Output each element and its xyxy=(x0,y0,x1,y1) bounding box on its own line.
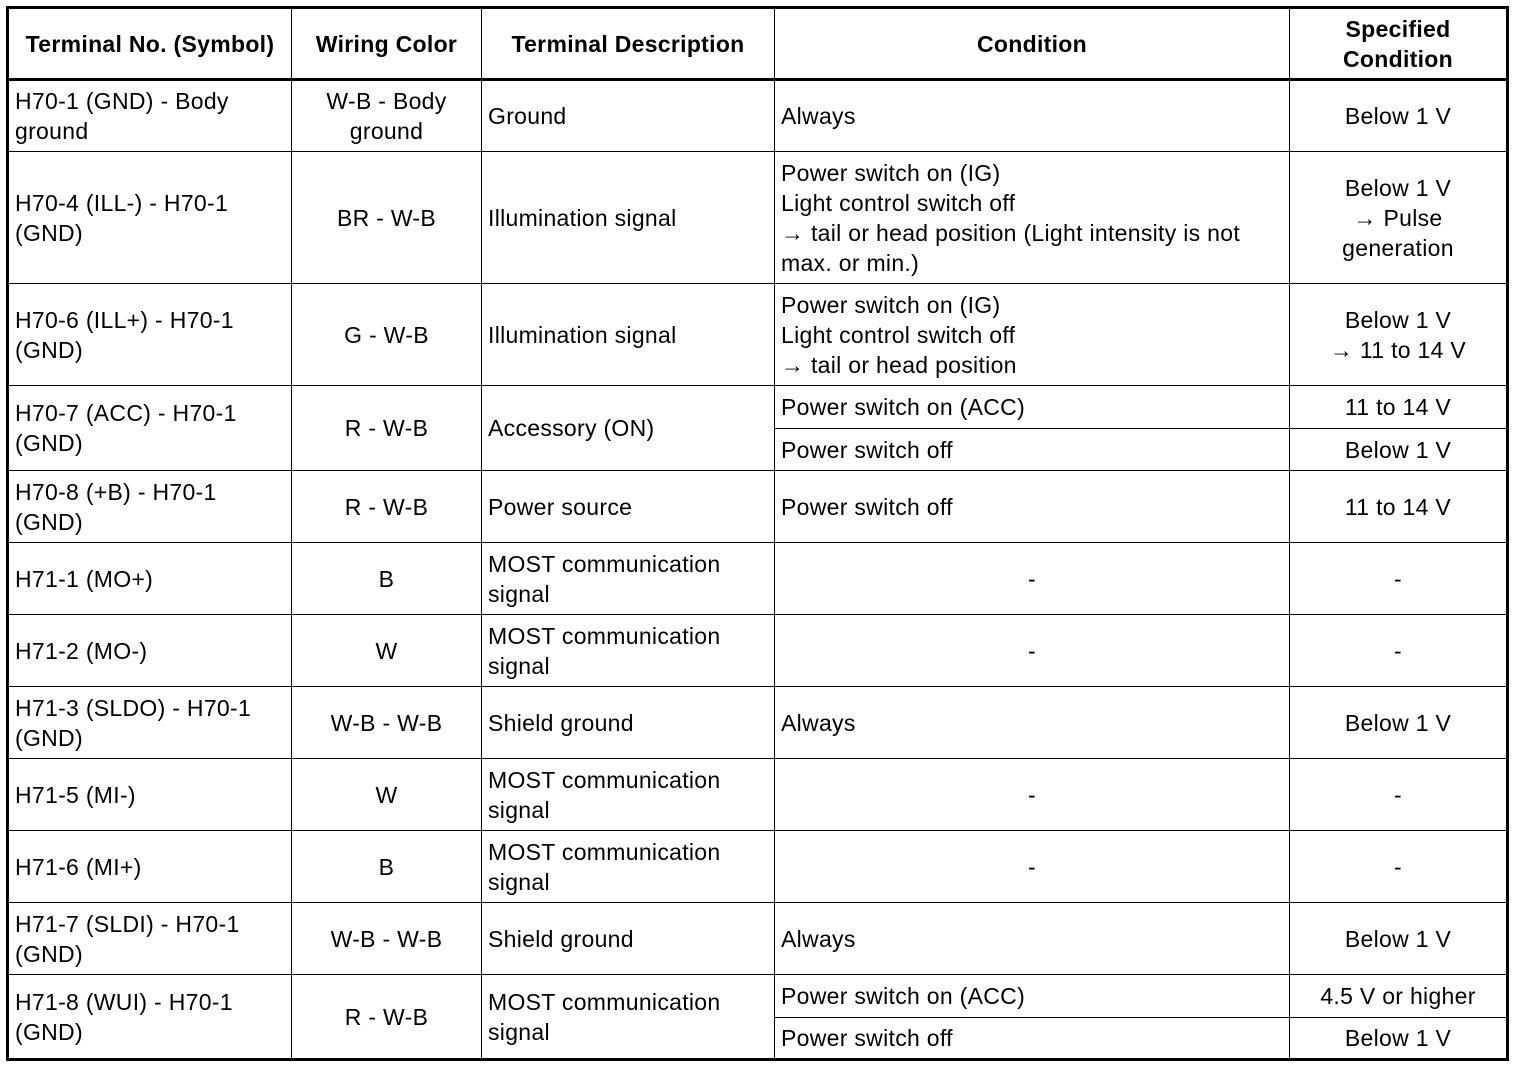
specified-condition-cell xyxy=(1290,429,1508,471)
description-cell-line: Shield ground xyxy=(488,709,634,736)
specified-condition-cell-line: Below 1 V xyxy=(1344,436,1452,463)
specified-condition-cell-line: - xyxy=(1394,781,1402,808)
terminal-cell-line: (GND) xyxy=(15,1018,83,1045)
wiring-color-cell xyxy=(292,471,482,543)
specified-condition-cell xyxy=(1290,284,1508,386)
condition-cell-line: Power switch on (ACC) xyxy=(781,983,1026,1009)
description-cell xyxy=(482,386,775,471)
specified-condition-cell-line: 11 to 14 V xyxy=(1344,493,1452,520)
condition-cell-line: Light control switch off xyxy=(781,321,1016,348)
condition-cell-line: - xyxy=(1028,853,1036,880)
condition-cell-line: → tail or head position xyxy=(781,351,1017,378)
specified-condition-cell-line: Below 1 V xyxy=(1344,925,1452,952)
terminal-cell xyxy=(8,284,292,386)
specified-condition-cell-line: Below 1 V xyxy=(1344,103,1452,129)
condition-cell xyxy=(775,386,1290,429)
specified-condition-cell-line: → Pulse xyxy=(1353,204,1443,231)
wiring-color-cell-line: R - W-B xyxy=(344,415,429,441)
specified-condition-cell-line: Below 1 V xyxy=(1344,174,1452,201)
description-cell-line: MOST communication xyxy=(488,550,721,577)
condition-cell-line: - xyxy=(1028,781,1036,808)
condition-cell-line: Always xyxy=(781,103,856,129)
description-cell xyxy=(482,687,775,759)
terminal-cell xyxy=(8,831,292,903)
condition-cell-line: Always xyxy=(781,925,856,952)
table-row xyxy=(8,687,1508,759)
description-cell-line: signal xyxy=(488,796,550,823)
condition-cell xyxy=(775,975,1290,1018)
specified-condition-cell-line: - xyxy=(1394,637,1402,664)
terminal-cell-line: (GND) xyxy=(15,430,83,456)
terminal-cell-line: H71-5 (MI-) xyxy=(15,781,136,808)
condition-cell-line: - xyxy=(1028,565,1036,592)
terminal-cell xyxy=(8,759,292,831)
wiring-color-cell xyxy=(292,386,482,471)
header-terminal-description: Terminal Description xyxy=(482,8,775,80)
table-row xyxy=(8,80,1508,152)
specified-condition-cell xyxy=(1290,831,1508,903)
specified-condition-cell xyxy=(1290,903,1508,975)
terminal-spec-table-container xyxy=(6,6,1509,1061)
terminal-cell xyxy=(8,152,292,284)
terminal-cell-line: (GND) xyxy=(15,508,83,535)
header-specified-line: Condition xyxy=(1343,45,1453,72)
specified-condition-cell xyxy=(1290,152,1508,284)
wiring-color-cell xyxy=(292,284,482,386)
terminal-cell-line: H71-1 (MO+) xyxy=(15,565,154,592)
specified-condition-cell xyxy=(1290,543,1508,615)
description-cell xyxy=(482,284,775,386)
specified-condition-cell xyxy=(1290,975,1508,1018)
description-cell-line: MOST communication xyxy=(488,766,721,793)
wiring-color-cell xyxy=(292,975,482,1060)
condition-cell xyxy=(775,80,1290,152)
terminal-cell xyxy=(8,615,292,687)
terminal-cell-line: H71-2 (MO-) xyxy=(15,637,148,664)
description-cell xyxy=(482,543,775,615)
condition-cell-line: Power switch on (ACC) xyxy=(781,394,1026,420)
condition-cell-line: max. or min.) xyxy=(781,249,920,276)
description-cell xyxy=(482,831,775,903)
description-cell xyxy=(482,903,775,975)
condition-cell xyxy=(775,284,1290,386)
terminal-cell-line: (GND) xyxy=(15,724,83,751)
specified-condition-cell-line: Below 1 V xyxy=(1344,306,1452,333)
description-cell xyxy=(482,152,775,284)
wiring-color-cell xyxy=(292,687,482,759)
description-cell-line: MOST communication xyxy=(488,622,721,649)
description-cell-line: MOST communication xyxy=(488,988,721,1015)
table-row xyxy=(8,471,1508,543)
wiring-color-cell xyxy=(292,543,482,615)
description-cell xyxy=(482,471,775,543)
terminal-cell-line: H71-6 (MI+) xyxy=(15,853,142,880)
condition-cell xyxy=(775,429,1290,471)
header-specified-line: Specified xyxy=(1345,15,1451,42)
wiring-color-cell-line: W xyxy=(375,637,398,664)
specified-condition-cell-line: - xyxy=(1394,565,1402,592)
table-row xyxy=(8,615,1508,687)
specified-condition-cell xyxy=(1290,759,1508,831)
terminal-spec-table xyxy=(6,6,1509,1061)
condition-cell xyxy=(775,543,1290,615)
description-cell-line: Illumination signal xyxy=(488,321,677,348)
header-row xyxy=(8,8,1508,80)
condition-cell xyxy=(775,687,1290,759)
description-cell xyxy=(482,615,775,687)
wiring-color-cell xyxy=(292,759,482,831)
terminal-cell-line: (GND) xyxy=(15,219,83,246)
condition-cell xyxy=(775,152,1290,284)
terminal-cell-line: H70-4 (ILL-) - H70-1 xyxy=(15,189,229,216)
condition-cell-line: Always xyxy=(781,709,856,736)
table-row xyxy=(8,759,1508,831)
terminal-cell-line: (GND) xyxy=(15,940,83,967)
specified-condition-cell-line: Below 1 V xyxy=(1344,1025,1452,1051)
condition-cell-line: Power switch off xyxy=(781,493,953,520)
terminal-cell-line: H70-1 (GND) - Body xyxy=(15,88,229,114)
specified-condition-cell xyxy=(1290,386,1508,429)
description-cell-line: signal xyxy=(488,652,550,679)
terminal-cell-line: H71-8 (WUI) - H70-1 xyxy=(15,988,233,1015)
condition-cell xyxy=(775,615,1290,687)
specified-condition-cell-line: - xyxy=(1394,853,1402,880)
table-row xyxy=(8,975,1508,1018)
condition-cell-line: Light control switch off xyxy=(781,189,1016,216)
wiring-color-cell-line: W-B - W-B xyxy=(330,709,443,736)
specified-condition-cell-line: generation xyxy=(1342,234,1454,261)
terminal-cell xyxy=(8,80,292,152)
header-terminal: Terminal No. (Symbol) xyxy=(8,8,292,80)
table-row xyxy=(8,831,1508,903)
terminal-cell xyxy=(8,471,292,543)
wiring-color-cell xyxy=(292,80,482,152)
description-cell-line: signal xyxy=(488,1018,550,1045)
wiring-color-cell-line: R - W-B xyxy=(344,493,429,520)
table-row xyxy=(8,284,1508,386)
condition-cell-line: Power switch off xyxy=(781,1025,953,1051)
condition-cell xyxy=(775,831,1290,903)
description-cell xyxy=(482,975,775,1060)
wiring-color-cell-line: ground xyxy=(349,118,424,144)
table-row xyxy=(8,903,1508,975)
table-row xyxy=(8,386,1508,429)
condition-cell-line: Power switch on (IG) xyxy=(781,291,1001,318)
wiring-color-cell-line: W xyxy=(375,781,398,808)
specified-condition-cell-line: 11 to 14 V xyxy=(1344,394,1452,420)
specified-condition-cell xyxy=(1290,687,1508,759)
description-cell-line: Shield ground xyxy=(488,925,634,952)
terminal-cell xyxy=(8,543,292,615)
terminal-cell-line: H70-8 (+B) - H70-1 xyxy=(15,478,217,505)
table-row xyxy=(8,543,1508,615)
terminal-cell-line: H70-7 (ACC) - H70-1 xyxy=(15,400,237,426)
header-specified-condition xyxy=(1290,8,1508,80)
terminal-cell xyxy=(8,903,292,975)
specified-condition-cell xyxy=(1290,1018,1508,1060)
specified-condition-cell xyxy=(1290,80,1508,152)
wiring-color-cell-line: B xyxy=(378,853,395,880)
wiring-color-cell-line: W-B - W-B xyxy=(330,925,443,952)
header-wiring-color: Wiring Color xyxy=(292,8,482,80)
condition-cell xyxy=(775,471,1290,543)
specified-condition-cell xyxy=(1290,615,1508,687)
terminal-cell xyxy=(8,687,292,759)
description-cell-line: Power source xyxy=(488,493,633,520)
table-row xyxy=(8,152,1508,284)
condition-cell xyxy=(775,903,1290,975)
wiring-color-cell xyxy=(292,831,482,903)
condition-cell-line: - xyxy=(1028,637,1036,664)
description-cell-line: Ground xyxy=(488,103,567,129)
condition-cell-line: → tail or head position (Light intensity is not xyxy=(781,219,1241,246)
condition-cell-line: Power switch off xyxy=(781,436,953,463)
specified-condition-cell-line: 4.5 V or higher xyxy=(1320,983,1476,1009)
condition-cell-line: Power switch on (IG) xyxy=(781,159,1001,186)
description-cell xyxy=(482,80,775,152)
description-cell-line: signal xyxy=(488,580,550,607)
terminal-cell xyxy=(8,975,292,1060)
specified-condition-cell-line: Below 1 V xyxy=(1344,709,1452,736)
specified-condition-cell xyxy=(1290,471,1508,543)
terminal-cell xyxy=(8,386,292,471)
description-cell-line: Illumination signal xyxy=(488,204,677,231)
terminal-cell-line: H71-3 (SLDO) - H70-1 xyxy=(15,694,252,721)
header-condition: Condition xyxy=(775,8,1290,80)
description-cell-line: signal xyxy=(488,868,550,895)
description-cell-line: MOST communication xyxy=(488,838,721,865)
terminal-cell-line: ground xyxy=(15,118,89,144)
wiring-color-cell xyxy=(292,615,482,687)
wiring-color-cell-line: BR - W-B xyxy=(336,204,437,231)
description-cell-line: Accessory (ON) xyxy=(488,415,655,441)
condition-cell xyxy=(775,759,1290,831)
specified-condition-cell-line: → 11 to 14 V xyxy=(1329,336,1467,363)
wiring-color-cell-line: R - W-B xyxy=(344,1003,429,1030)
wiring-color-cell-line: G - W-B xyxy=(344,321,429,348)
terminal-cell-line: H71-7 (SLDI) - H70-1 xyxy=(15,910,240,937)
terminal-cell-line: H70-6 (ILL+) - H70-1 xyxy=(15,306,234,333)
condition-cell xyxy=(775,1018,1290,1060)
wiring-color-cell xyxy=(292,152,482,284)
terminal-cell-line: (GND) xyxy=(15,336,83,363)
table-body xyxy=(8,80,1508,1060)
wiring-color-cell-line: W-B - Body xyxy=(326,88,447,114)
wiring-color-cell-line: B xyxy=(378,565,395,592)
description-cell xyxy=(482,759,775,831)
wiring-color-cell xyxy=(292,903,482,975)
